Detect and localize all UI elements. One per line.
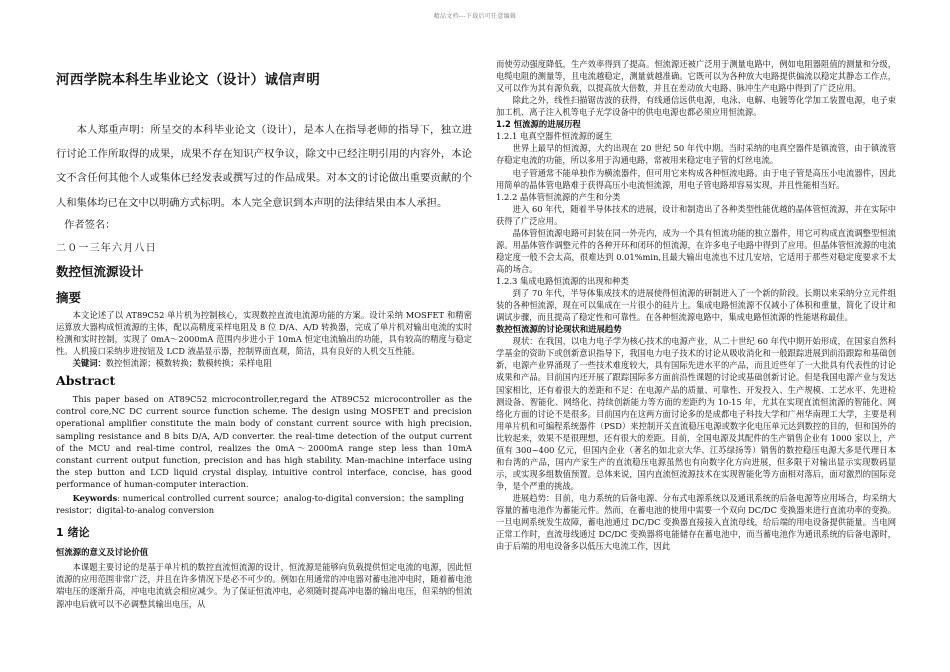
ic-paragraph-1: 到了 70 年代，半导体集成技术的进展使得恒流源的研制进入了一个新的阶段。长期以来采纳分立元件组装的各种恒流源，现在可以集成在一片很小的硅片上。集成电路恒流源不仅减小了体积和重量，简化了设计和调试步骤，而且提高了稳定性和可靠性。在各种恒流源电路中，集成电路恒流源的性能堪称最佳。 <box>496 288 896 323</box>
paper-title: 数控恒流源设计 <box>56 263 144 279</box>
tube-paragraph-1: 世界上最早的恒流源，大约出现在 20 世纪 50 年代中期。当时采纳的电真空器件是镇流管，由于镇流管存稳定电流的功能，所以多用于沟通电路，常被用来稳定电子管的灯丝电流。 <box>496 143 896 166</box>
declaration-title: 河西学院本科生毕业论文（设计）诚信声明 <box>56 72 321 88</box>
significance-paragraph-2: 除此之外，线性扫描锯齿波的获得，有线通信远供电源，电泳、电解、电镀等化学加工装置电源，电子束加工机、离子注入机等电子光学设备中的供电电源也都必须应用恒流源。 <box>496 95 896 118</box>
abstract-en: This paper based on AT89C52 microcontroller,regard the AT89C52 microcontroller as the control core,NC DC current source function scheme. The design using MOSFET and precision operational amplifier constitute the main body of constant current source with high precision, sampling resistance and 8 bits D/A, A/D converter. the real-time detection of the output current of the MCU and real-time control, realizes the 0mA～2000mA range step less than 10mA constant current output function, precision and has high stability. Man-machine interface using the step button and LCD liquid crystal display, intuitive control interface, concise, has good performance of human-computer interaction. <box>56 394 472 489</box>
keywords-cn-label: 关键词： <box>72 358 106 369</box>
keywords-cn <box>56 357 472 369</box>
trend-paragraph-2: 进展趋势：目前，电力系统的后备电源、分布式电源系统以及通讯系统的后备电源等应用场合，均采纳大容量的蓄电池作为蓄能元件。然而，在蓄电池的使用中需要一个双向 DC/DC 变换器来进行直流功率的变换。一旦电网系统发生故障，蓄电池通过 DC/DC 变换器直接接入直流母线，给后端的用电设备提供能量。当电网正常工作时，直流母线通过 DC/DC 变换器将电能储存在蓄电池中，而当蓄电池作为通讯系统的后备电源时，由于后端的用电设备多以低压大电流工作，因此 <box>496 492 896 552</box>
section-1-2-1-heading: 1.2.1 电真空器件恒流源的诞生 <box>496 131 613 142</box>
abstract-en-heading: Abstract <box>56 373 116 389</box>
section-trend-heading: 数控恒流源的讨论现状和进展趋势 <box>496 324 622 335</box>
section-1-2-heading: 1.2 恒流源的进展历程 <box>496 119 581 130</box>
declaration-body: 本人郑重声明：所呈交的本科毕业论文（设计），是本人在指导老师的指导下，独立进行讨论工作所取得的成果，成果不存在知识产权争议，除文中已经注明引用的内容外，本论文不含任何其他个人或集体已经发表或撰写过的作品成果。对本文的讨论做出重要贡献的个人和集体均已在文中以明确方式标明。本人完全意识到本声明的法律结果由本人承担。 <box>56 124 472 209</box>
chapter-1-heading: 1 绪论 <box>56 526 90 540</box>
keywords-en <box>56 492 472 516</box>
keywords-cn-text: 数控恒流源；模数转换；数模转换；采样电阻 <box>105 358 272 369</box>
section-1-2-2-heading: 1.2.2 晶体管恒流源的产生和分类 <box>496 191 621 202</box>
significance-paragraph-1: 本课题主要讨论的是基于单片机的数控直流恒流源的设计，恒流源是能够向负载提供恒定电流的电源，因此恒流源的应用范围非常广泛，并且在许多情况下是必不可少的。例如在用通常的冲电器对蓄电池冲电时，随着蓄电池端电压的逐渐升高，冲电电流就会相应减少。为了保证恒流冲电，必须随时提高冲电器的输出电压，但采纳的恒流源冲电后就可以不必调整其输出电压，从 <box>56 562 472 609</box>
left-column <box>56 62 472 666</box>
tube-paragraph-2: 电子管通常不能单独作为横流器件，但可用它来构成各种恒流电路。由于电子管是高压小电流器件，因此用简单的晶体管电路难于获得高压小电流恒流源，用电子管电路却容易实现，并且性能相当好。 <box>496 167 896 190</box>
section-1-2-3-heading: 1.2.3 集成电路恒流源的出现和种类 <box>496 275 629 286</box>
trend-paragraph-1: 现状：在我国，以电力电子学为核心技术的电源产业，从二十世纪 60 年代中期开始形成，在国家自然科学基金的资助下或创新意识指导下，我国电力电子技术的讨论从吸收消化和一般跟踪进展到前沿跟踪和基础创新，电源产业界涌现了一些技术难度较大，具有国际先进水平的产品，而且近些年了一大批具有代表性的讨论成果和产品。目前国内还开展了跟踪国际多方面前沿性课题的讨论或基础创新讨论。但是我国电源产业与发达国家相比，还有着很大的差距和不足：在电源产品的质量、可靠性、开发投入、生产规模、工艺水平、先进检测设备、智能化、网络化、持续创新能力等方面的差距约为 10-15 年，尤其在实现直流恒流源的智能化、网络化方面的讨论不是很多。目前国内在这两方面讨论多的是成都电子科技大学和广州华南理工大学，主要是利用单片机和可编程系统器件（PSD）来控制开关直流稳压电源或数字化电压单元达到数控的目的，但和国外的比较起来，效果不是很理想，还有很大的差距。目前，全国电源及其配件的生产销售企业有 1000 家以上，产值有 300~400 亿元，但国内企业（著名的如北京大华、江苏绿扬等）销售的数控稳压电源大多是代理日本和台湾的产品，国内产家生产的直流稳压电源虽然也有向数字化方向进展，但多限于对输出显示实现数码显示，或实现多组数值预置。总体来说，国内直流恒流源技术在实现智能化等方面相对落后，面对激烈的国际竞争，是个严重的挑战。 <box>496 336 896 491</box>
section-significance-heading: 恒流源的意义及讨论价值 <box>56 547 149 558</box>
transistor-paragraph-2: 晶体管恒流源电路可封装在同一外壳内，成为一个具有恒流功能的独立器件，用它可构成直流调整型恒流源。用晶体管作调整元件的各种开环和闭环的恒流源，在许多电子电路中得到了应用。但晶体管恒流源的电流稳定度一般不会太高，很难达到 0.01%min,且最大输出电流也不过几安培，它适用于那些对稳定度要求不太高的场合。 <box>496 227 896 274</box>
abstract-cn: 本文论述了以 AT89C52 单片机为控制核心，实现数控直流电流源功能的方案。设计采纳 MOSFET 和精密运算放大器构成恒流源的主体，配以高精度采样电阻及 8 位 D/A、A/D 转换器，完成了单片机对输出电流的实时检测和实时控制，实现了 0mA～2000mA 范围内步进小于 10mA 恒定电流输出的功能，具有较高的精度与稳定性。人机接口采纳步进按钮及 LCD 液晶显示器，控制界面直观，简洁，具有良好的人机交互性能。 <box>56 309 472 357</box>
keywords-en-text: : numerical controlled current source；analog-to-digital conversion；the sampling resistor；digital-to-analog conversion <box>56 493 464 516</box>
abstract-heading: 摘要 <box>56 289 82 305</box>
transistor-paragraph-1: 进入 60 年代，随着半导体技术的进展，设计和制造出了各种类型性能优越的晶体管恒流源，并在实际中获得了广泛应用。 <box>496 203 896 226</box>
author-signature-label: 作者签名： <box>64 218 116 231</box>
significance-paragraph-1-continued: 而使劳动强度降低，生产效率得到了提高。恒流源还被广泛用于测量电路中，例如电阻器阻值的测量和分级，电缆电阻的测量等，且电流越稳定，测量就越准确。它既可以为各种放大电路提供偏流以稳定其静态工作点，又可以作为其有源负载，以提高放大倍数，并且在差动放大电路、脉冲生产电路中得到了广泛应用。 <box>496 59 896 94</box>
right-column <box>496 58 896 662</box>
declaration-date: 二０一三年六月八日 <box>56 242 157 254</box>
page-watermark: 精品文档---下载后可任意编辑 <box>433 13 517 20</box>
keywords-en-label: Keywords <box>72 493 118 504</box>
